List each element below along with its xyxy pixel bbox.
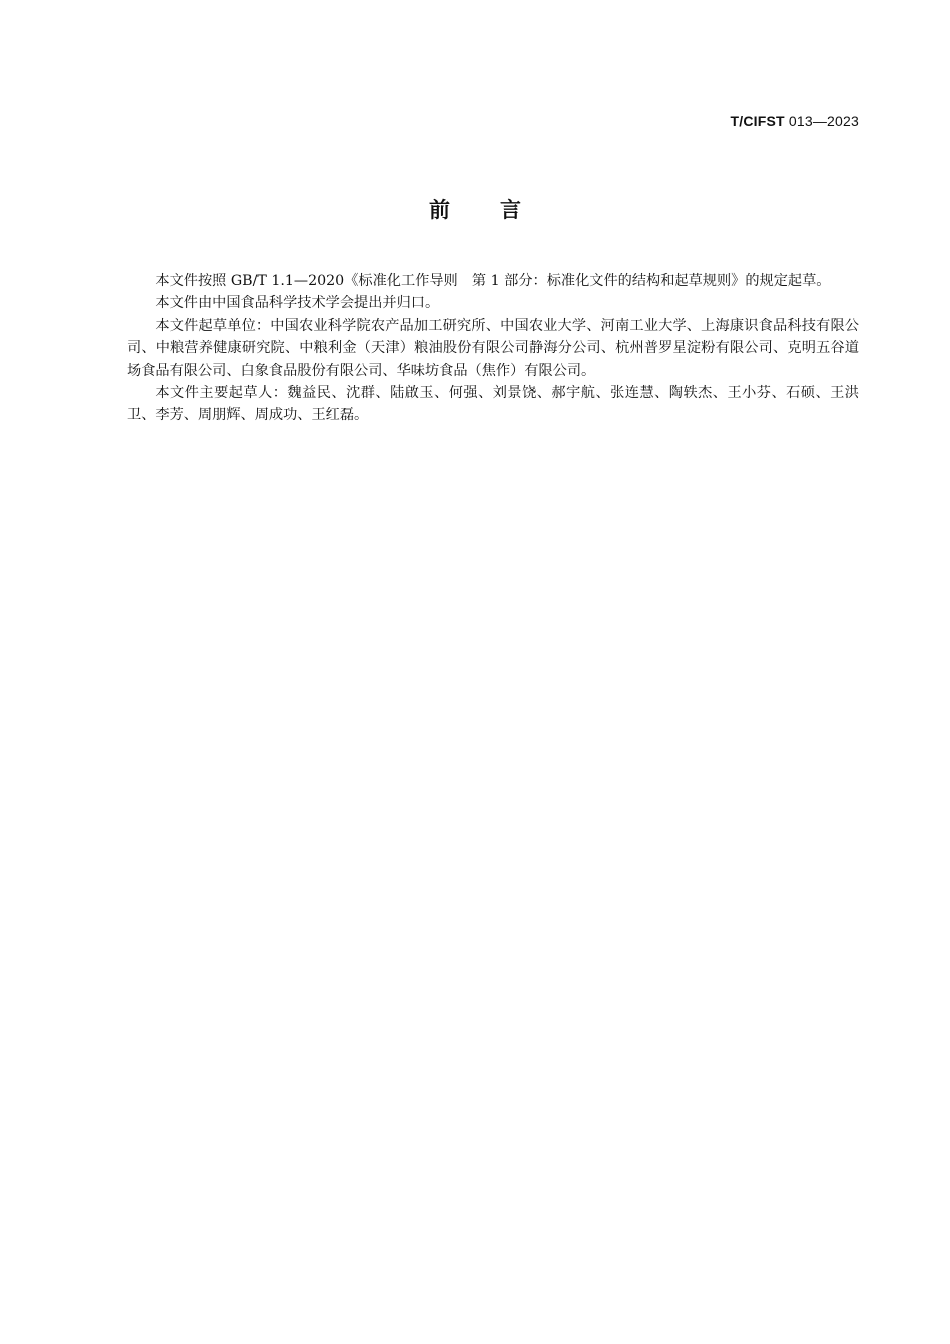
page-title: 前言 [429,198,571,222]
document-code-prefix: T/CIFST [730,113,785,129]
paragraph-proposer: 本文件由中国食品科学技术学会提出并归口。 [155,295,440,312]
foreword-body [127,270,859,427]
paragraph-drafters: 本文件主要起草人：魏益民、沈群、陆啟玉、何强、刘景饶、郝宇航、张连慧、陶轶杰、王小芬、石硕、王洪卫、李芳、周朋辉、周成功、王红磊。 [127,385,859,424]
document-code-number: 013—2023 [788,113,859,129]
paragraph-drafting-rules: 本文件按照 GB/T 1.1—2020《标准化工作导则 第 1 部分：标准化文件的结构和起草规则》的规定起草。 [155,273,831,289]
paragraph-drafting-units: 本文件起草单位：中国农业科学院农产品加工研究所、中国农业大学、河南工业大学、上海康识食品科技有限公司、中粮营养健康研究院、中粮利金（天津）粮油股份有限公司静海分公司、杭州普罗星淀粉有限公司、克明五谷道场食品有限公司、白象食品股份有限公司、华味坊食品（焦作）有限公司。 [127,317,859,379]
document-code [731,113,860,129]
